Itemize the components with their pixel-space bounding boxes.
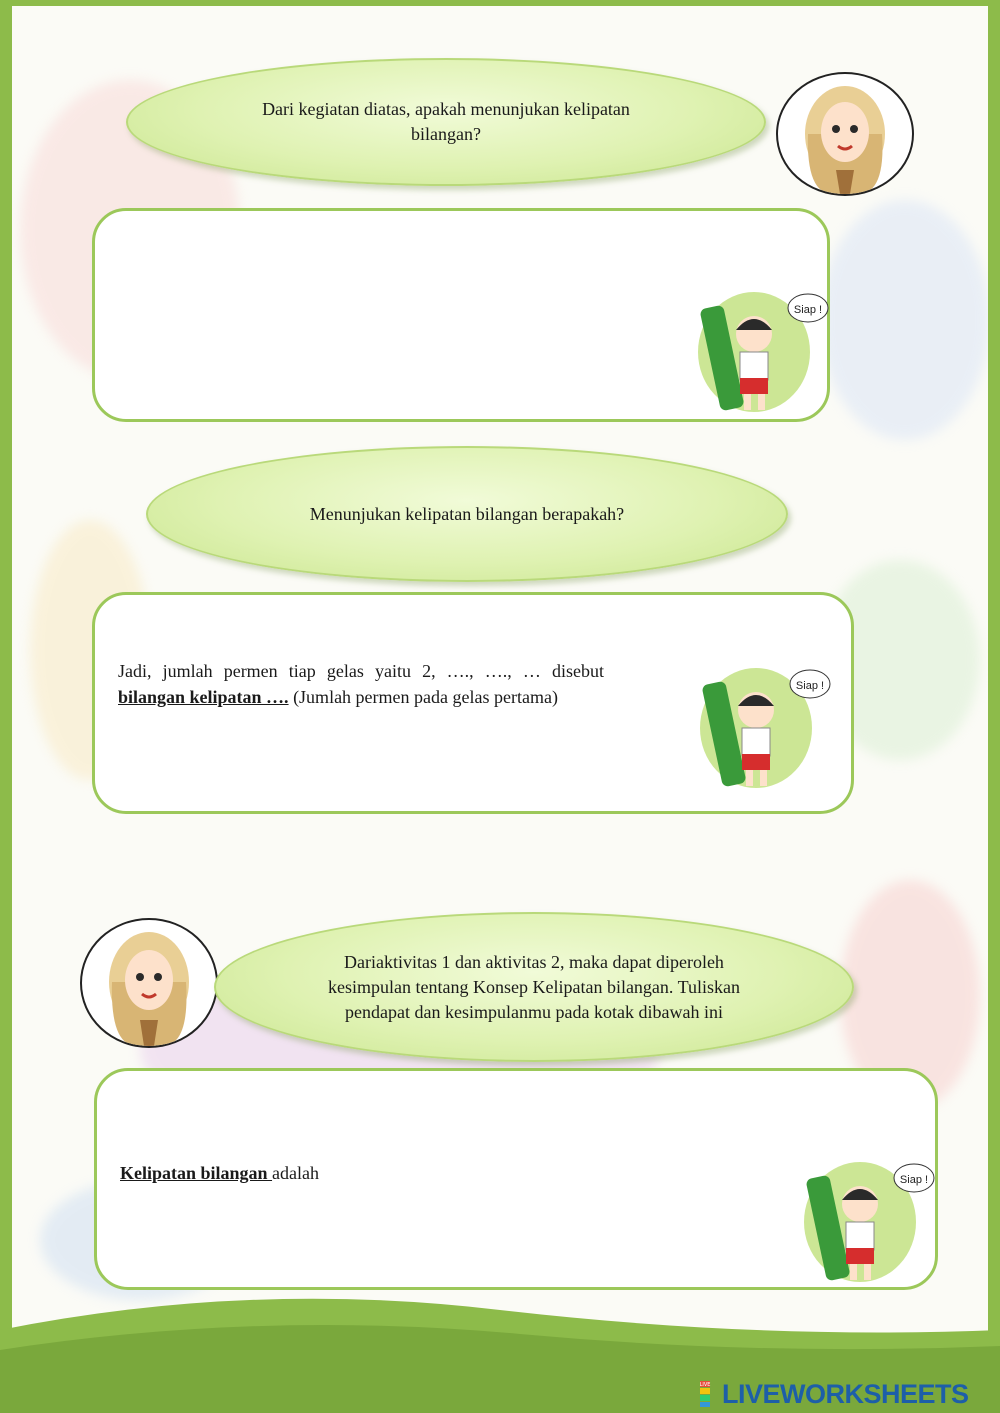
answer-box-3-text (120, 1160, 520, 1186)
mascot-speech-text: Siap ! (795, 680, 825, 692)
page-frame-top (0, 0, 1000, 6)
live-badge-text: LIVE (700, 1382, 711, 1388)
question-bubble-2-text: Menunjukan kelipatan bilangan berapakah? (309, 503, 625, 524)
question-bubble-3 (214, 912, 854, 1062)
liveworksheets-logo (700, 1380, 992, 1408)
pencil-boy-mascot-icon (694, 662, 834, 790)
mascot-speech-text: Siap ! (899, 1174, 929, 1186)
mascot-speech-text: Siap ! (793, 304, 823, 316)
term-bold-underlined: bilangan kelipatan …. (118, 687, 289, 707)
pencil-boy-mascot-icon (692, 286, 832, 414)
page-frame-left (0, 0, 12, 1413)
question-bubble-1-text: Dari kegiatan diatas, apakah menunjukan kelipatan bilangan? (262, 99, 630, 144)
question-bubble-1 (126, 58, 766, 186)
pencil-boy-mascot-icon (798, 1156, 938, 1284)
term-bold-underlined: Kelipatan bilangan (120, 1163, 273, 1183)
answer-box-2-text (118, 658, 604, 710)
statement-text-end: (Jumlah permen pada gelas pertama) (288, 687, 558, 707)
definition-prompt: adalah (272, 1163, 320, 1183)
avatar-teacher (80, 918, 218, 1048)
statement-text: Jadi, jumlah permen tiap gelas yaitu 2, …., …., … disebut (118, 661, 604, 681)
hijab-girl-icon (778, 74, 912, 194)
hijab-girl-icon (82, 920, 216, 1046)
logo-text: LIVEWORKSHEETS (722, 1378, 969, 1409)
live-badge-icon (700, 1381, 722, 1407)
question-bubble-3-text: Dariaktivitas 1 dan aktivitas 2, maka dapat diperoleh kesimpulan tentang Konsep Kelipatan bilangan. Tuliskan pendapat dan kesimpulanmu pada kotak dibawah ini (328, 951, 740, 1022)
page-frame-right (988, 0, 1000, 1413)
background-shape (820, 200, 990, 440)
question-bubble-2 (146, 446, 788, 582)
avatar-teacher (776, 72, 914, 196)
